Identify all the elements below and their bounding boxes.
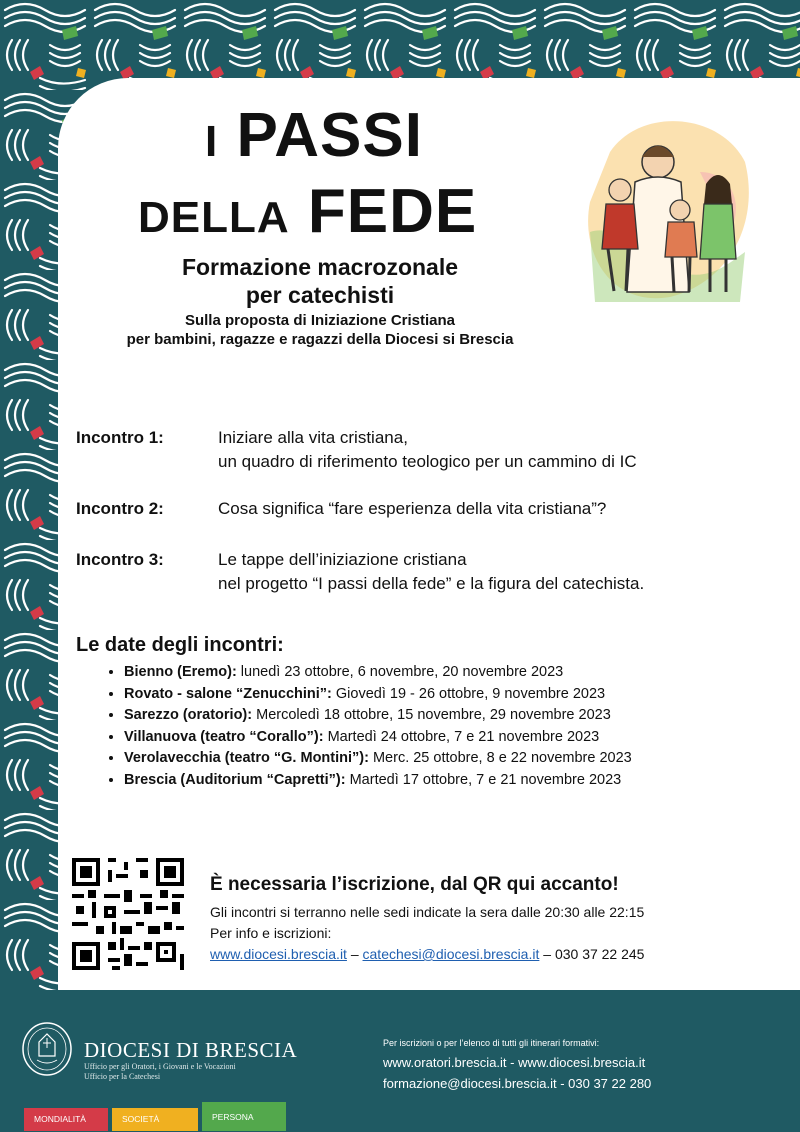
footer-info-text: Per iscrizioni o per l’elenco di tutti gli itinerari formativi:	[383, 1038, 600, 1048]
registration-info-label: Per info e iscrizioni:	[210, 925, 332, 941]
incontro-3-label: Incontro 3:	[76, 550, 164, 569]
footer-websites[interactable]: www.oratori.brescia.it - www.diocesi.brescia.it	[383, 1055, 646, 1070]
tag-persona: PERSONA	[202, 1102, 286, 1131]
date-item-rovato: • Rovato - salone “Zenucchini”: Giovedì 19 - 26 ottobre, 9 novembre 2023	[124, 684, 632, 706]
subtitle-line-2: per catechisti	[245, 282, 395, 308]
date-item-bienno: • Bienno (Eremo): lunedì 23 ottobre, 6 novembre, 20 novembre 2023	[124, 662, 632, 684]
tag-mondialita: MONDIALITÀ	[24, 1108, 108, 1131]
date-item-brescia: • Brescia (Auditorium “Capretti”): Martedì 17 ottobre, 7 e 21 novembre 2023	[124, 770, 632, 792]
subtitle-line-4: per bambini, ragazze e ragazzi della Diocesi si Brescia	[126, 331, 514, 348]
registration-schedule: Gli incontri si terranno nelle sedi indicate la sera dalle 20:30 alle 22:15	[210, 904, 645, 920]
diocese-name: DIOCESI DI BRESCIA	[84, 1038, 298, 1062]
diocese-seal-logo	[22, 1022, 72, 1076]
footer-contact[interactable]: formazione@diocesi.brescia.it - 030 37 22 280	[383, 1076, 652, 1091]
dates-list	[100, 662, 632, 792]
jesus-with-children-illustration	[580, 112, 755, 307]
office-catechesi: Ufficio per la Catechesi	[84, 1072, 161, 1081]
catechesi-email-link[interactable]: catechesi@diocesi.brescia.it	[362, 946, 540, 962]
incontro-1-text: Iniziare alla vita cristiana, un quadro di riferimento teologico per un cammino di IC	[218, 428, 637, 471]
incontro-3-text: Le tappe dell’iniziazione cristiana nel progetto “I passi della fede” e la figura del catechista.	[218, 550, 645, 593]
registration-contacts: www.diocesi.brescia.it – catechesi@diocesi.brescia.it – 030 37 22 245	[210, 946, 645, 962]
date-item-villanuova: • Villanuova (teatro “Corallo”): Martedì 24 ottobre, 7 e 21 novembre 2023	[124, 727, 632, 749]
incontro-1-label: Incontro 1:	[76, 428, 164, 447]
registration-title: È necessaria l’iscrizione, dal QR qui accanto!	[210, 874, 619, 895]
diocesi-site-link[interactable]: www.diocesi.brescia.it	[210, 946, 347, 962]
incontro-2-label: Incontro 2:	[76, 499, 164, 518]
incontro-2-text: Cosa significa “fare esperienza della vita cristiana”?	[218, 499, 607, 518]
office-oratori: Ufficio per gli Oratori, i Giovani e le Vocazioni	[84, 1062, 236, 1071]
date-item-sarezzo: • Sarezzo (oratorio): Mercoledì 18 ottobre, 15 novembre, 29 novembre 2023	[124, 705, 632, 727]
title-line-2: DELLA FEDE	[138, 177, 478, 246]
tag-societa: SOCIETÀ	[112, 1108, 198, 1131]
date-item-verolavecchia: • Verolavecchia (teatro “G. Montini”): Merc. 25 ottobre, 8 e 22 novembre 2023	[124, 748, 632, 770]
subtitle-line-3: Sulla proposta di Iniziazione Cristiana	[184, 312, 456, 329]
dates-title: Le date degli incontri:	[76, 634, 284, 656]
title-line-1: I PASSI	[205, 101, 423, 170]
registration-qr-code[interactable]	[72, 858, 184, 970]
subtitle-line-1: Formazione macrozonale	[181, 254, 459, 280]
